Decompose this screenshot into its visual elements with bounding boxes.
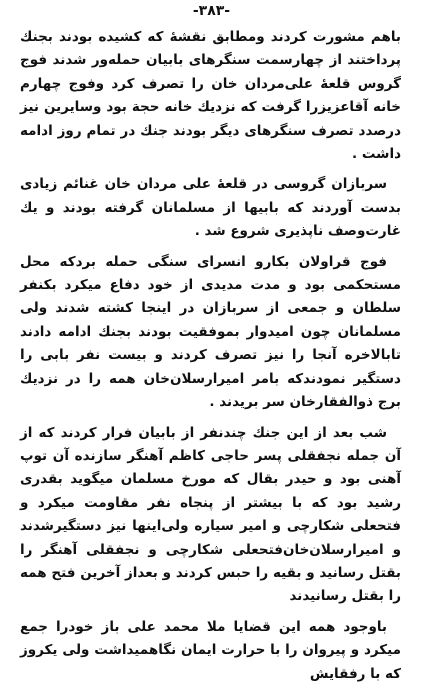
body-text xyxy=(20,26,401,686)
paragraph-3: فوج قراولان بکارو انسرای سنگی حمله بردکه محل مستحکمی بود و مدت مدیدی از خود دفاع میکرد بکنفر سلطان و جمعی از سربازان در اینجا کشته شدند ولی مسلمانان چون امیدوار بموفقیت بودند بجنك ادامه دادند تابالاخره آنجا را نیز تصرف کردند و بیست نفر بابی را دستگیر نمودندکه بامر امیرارسلان‌خان همه را در نزدیك برج ذوالفقارخان سر بریدند . xyxy=(20,253,401,411)
paragraph-4: شب بعد از این جنك چندنفر از بابیان فرار کردند که از آن جمله نجفقلی پسر حاجی کاظم آهنگر سازنده آن توپ آهنی بود و حیدر بقال که مورخ مسلمان میگوید بقدری رشید بود که با بیشتر از پنجاه نفر مقاومت میکرد و فتحعلی شکارچی و امیر سیاره ولی‌اینها نیز دستگیرشدند و امیرارسلان‌خان‌فتحعلی شکارچی و نجفقلی آهنگر را بقتل رسانید و بقیه را حبس کردند و بعداز آخرین فتح همه را بقتل رسانیدند xyxy=(20,424,401,605)
page-number: -۳۸۳- xyxy=(192,3,231,19)
paragraph-1: باهم مشورت کردند ومطابق نقشهٔ که کشیده بودند بجنك پرداختند از چهارسمت سنگرهای بابیان حمله‌ور شدند فوج گروس قلعهٔ علی‌مردان خان را تصرف کرد وفوج چهارم خانه آقاعزیزرا گرفت که نزدیك خانه حجة بود وسایرین نیز درصدد تصرف سنگرهای دیگر بودند جنك در تمام روز ادامه داشت . xyxy=(20,29,401,163)
paragraph-5: باوجود همه این قضایا ملا محمد علی باز خودرا جمع میکرد و پیروان را با حرارت ایمان نگاهمیداشت ولی یکروز که با رفقایش xyxy=(20,618,401,682)
paragraph-2: سربازان گروسی در قلعهٔ علی مردان خان غنائم زیادی بدست آوردند که بابیها از مسلمانان گرفته بودند و یك غارت‌وصف ناپذیری شروع شد . xyxy=(20,176,401,240)
